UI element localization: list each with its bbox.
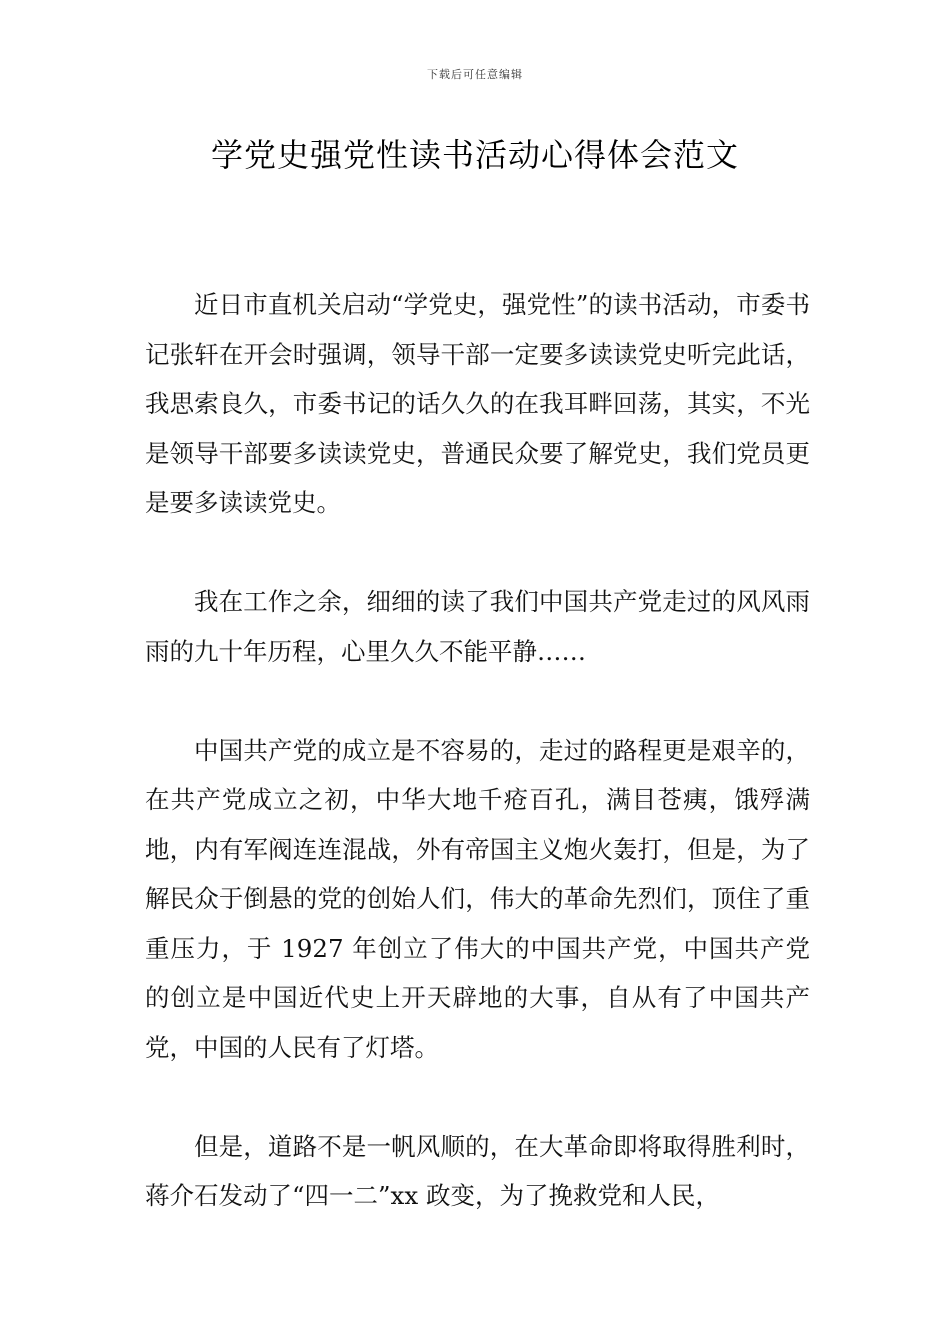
paragraph-4: 但是，道路不是一帆风顺的，在大革命即将取得胜利时，蒋介石发动了“四一二”xx 政变，为了挽救党和人民， xyxy=(145,1131,810,1210)
paragraph-1: 近日市直机关启动“学党史，强党性”的读书活动，市委书记张轩在开会时强调，领导干部一定要多读读党史听完此话，我思索良久，市委书记的话久久的在我耳畔回荡，其实，不光是领导干部要多读读党史，普通民众要了解党史，我们党员更是要多读读党史。 xyxy=(145,290,810,517)
document-body xyxy=(145,280,810,1270)
header-note: 下载后可任意编辑 xyxy=(427,68,523,81)
paragraph-3: 中国共产党的成立是不容易的，走过的路程更是艰辛的，在共产党成立之初，中华大地千疮百孔，满目苍痍，饿殍满地，内有军阀连连混战，外有帝国主义炮火轰打，但是，为了解民众于倒悬的党的创始人们，伟大的革命先烈们，顶住了重重压力，于 1927 年创立了伟大的中国共产党，中国共产党的创立是中国近代史上开天辟地的大事，自从有了中国共产党，中国的人民有了灯塔。 xyxy=(145,735,810,1062)
paragraph-2: 我在工作之余，细细的读了我们中国共产党走过的风风雨雨的九十年历程，心里久久不能平静…… xyxy=(145,587,810,666)
document-title: 学党史强党性读书活动心得体会范文 xyxy=(210,136,739,174)
